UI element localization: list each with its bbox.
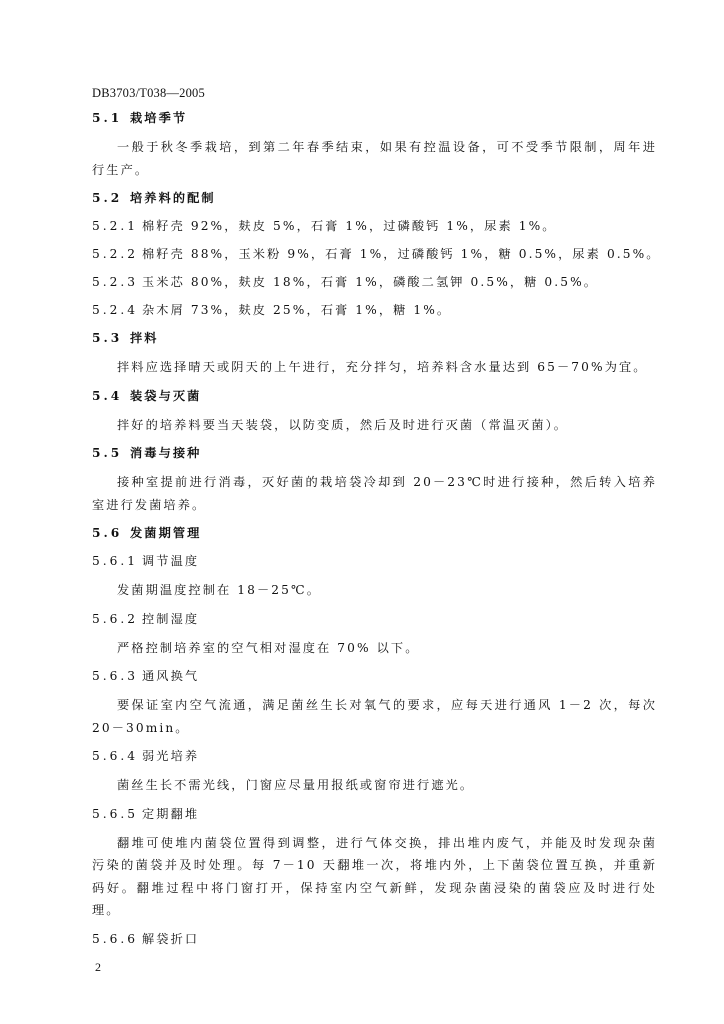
- clause-text: 调节温度: [142, 554, 200, 568]
- clause: [92, 272, 657, 300]
- paragraph: 拌料应选择晴天或阴天的上午进行，充分拌匀，培养料含水量达到 65－70%为宜。: [117, 360, 648, 374]
- document-body: [92, 108, 661, 957]
- clause-text: 控制湿度: [142, 611, 200, 626]
- clause-number: 5.2.3: [92, 275, 139, 289]
- section-title: 消毒与接种: [130, 446, 202, 460]
- clause-number: 5.6.1: [92, 554, 139, 568]
- clause-number: 5.6.4: [92, 749, 139, 763]
- clause-text: 通风换气: [142, 669, 200, 683]
- clause-text: 棉籽壳 92%，麸皮 5%，石膏 1%，过磷酸钙 1%，尿素 1%。: [142, 219, 557, 233]
- clause-number: 5.6.6: [92, 931, 139, 946]
- section-heading: [92, 443, 657, 471]
- section-number: 5.6: [92, 526, 123, 540]
- section-heading: [92, 328, 657, 356]
- section-number: 5.2: [92, 191, 123, 205]
- paragraph: 翻堆可使堆内菌袋位置得到调整，进行气体交换，排出堆内废气，并能及时发现杂菌污染的菌袋并及时处理。每 7－10 天翻堆一次，将堆内外，上下菌袋位置互换，并重新码好。翻堆过程中将门窗打开，保持室内空气新鲜，发现杂菌浸染的菌袋应及时进行处理。: [92, 835, 657, 917]
- section-title: 培养料的配制: [130, 191, 216, 205]
- paragraph: 接种室提前进行消毒，灭好菌的栽培袋冷却到 20－23℃时进行接种，然后转入培养室进行发菌培养。: [92, 475, 657, 512]
- section-title: 栽培季节: [130, 111, 188, 125]
- paragraph: 拌好的培养料要当天装袋，以防变质，然后及时进行灭菌（常温灭菌）。: [117, 417, 569, 432]
- page-number: 2: [95, 960, 101, 974]
- clause: [92, 929, 657, 957]
- section-number: 5.1: [92, 111, 123, 125]
- clause: [92, 551, 657, 579]
- clause: [92, 216, 657, 244]
- clause: [92, 300, 657, 328]
- paragraph: 严格控制培养室的空气相对湿度在 70% 以下。: [117, 640, 420, 655]
- clause-text: 玉米芯 80%，麸皮 18%，石膏 1%，磷酸二氢钾 0.5%，糖 0.5%。: [142, 275, 599, 289]
- paragraph: 发菌期温度控制在 18－25℃。: [117, 583, 321, 597]
- section-heading: [92, 523, 657, 551]
- document-code: DB3703/T038—2005: [92, 86, 205, 100]
- paragraph: 要保证室内空气流通，满足菌丝生长对氧气的要求，应每天进行通风 1－2 次，每次 20－30min。: [92, 698, 657, 735]
- section-number: 5.4: [92, 388, 123, 403]
- section-title: 装袋与灭菌: [130, 388, 202, 403]
- section-title: 拌料: [130, 331, 159, 345]
- clause-text: 杂木屑 73%，麸皮 25%，石膏 1%，糖 1%。: [142, 303, 452, 317]
- section-number: 5.3: [92, 331, 123, 345]
- clause-number: 5.6.2: [92, 611, 139, 626]
- section-number: 5.5: [92, 446, 123, 460]
- clause: [92, 804, 657, 832]
- clause-number: 5.2.4: [92, 303, 139, 317]
- section-heading: [92, 108, 657, 136]
- clause-text: 弱光培养: [142, 749, 200, 763]
- clause-text: 解袋折口: [142, 931, 200, 946]
- clause-text: 定期翻堆: [142, 806, 200, 821]
- clause: [92, 609, 657, 637]
- section-heading: [92, 386, 657, 414]
- paragraph: 一般于秋冬季栽培，到第二年春季结束，如果有控温设备，可不受季节限制，周年进行生产。: [92, 140, 657, 177]
- section-heading: [92, 188, 657, 216]
- clause: [92, 244, 661, 272]
- clause: [92, 666, 657, 694]
- clause-number: 5.2.2: [92, 247, 139, 261]
- paragraph: 菌丝生长不需光线，门窗应尽量用报纸或窗帘进行遮光。: [117, 778, 475, 792]
- clause-number: 5.2.1: [92, 219, 139, 233]
- clause-number: 5.6.5: [92, 806, 139, 821]
- clause-number: 5.6.3: [92, 669, 139, 683]
- clause-text: 棉籽壳 88%，玉米粉 9%，石膏 1%，过磷酸钙 1%，糖 0.5%，尿素 0.5%。: [142, 247, 661, 261]
- section-title: 发菌期管理: [130, 526, 202, 540]
- clause: [92, 746, 657, 774]
